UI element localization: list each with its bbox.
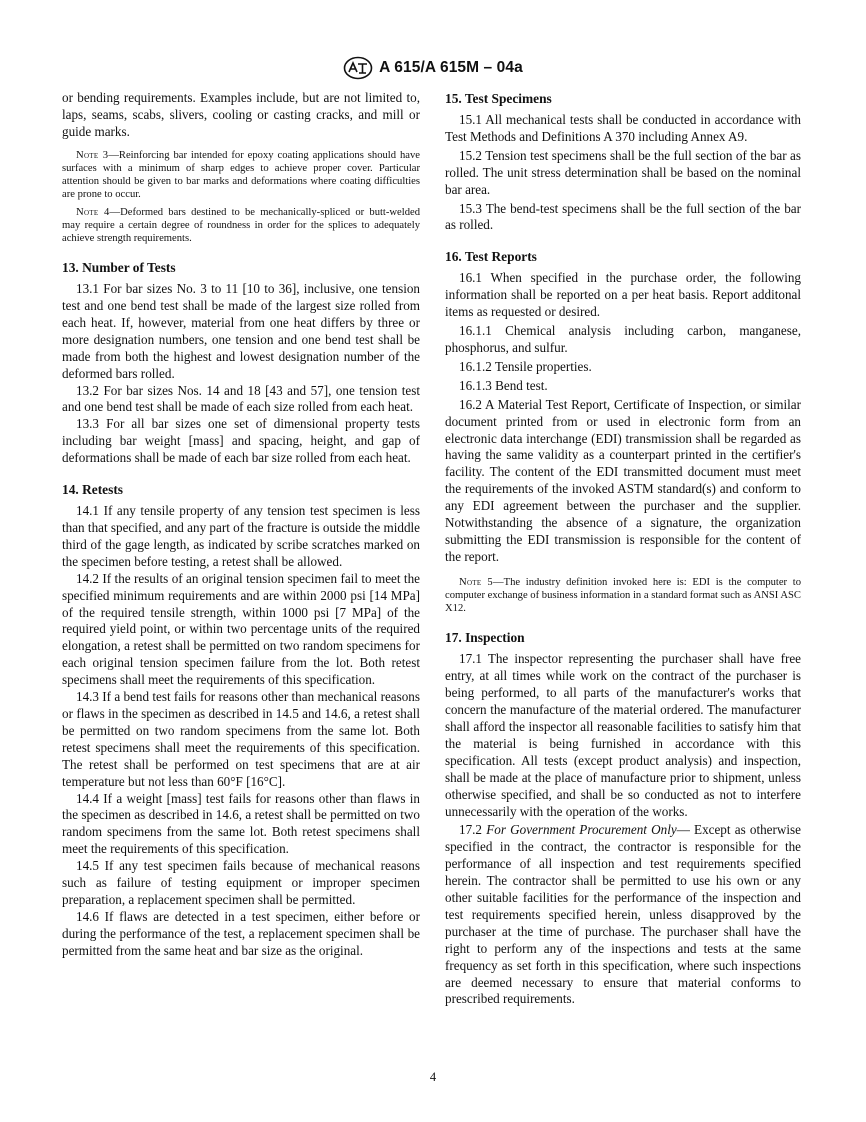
paragraph-16-1-1: 16.1.1 Chemical analysis including carbon, manganese, phosphorus, and sulfur. xyxy=(445,323,801,355)
paragraph-17-2-number: 17.2 xyxy=(459,822,482,838)
paragraph-17-2-italic-heading: For Government Procurement Only xyxy=(486,822,677,838)
paragraph-13-3: 13.3 For all bar sizes one set of dimensional property tests including bar weight [mass] and spacing, height, and gap of deformations shall be made of each bar size rolled from each heat. xyxy=(62,416,420,466)
continued-paragraph: or bending requirements. Examples include, but are not limited to, laps, seams, scabs, slivers, cooling or casting cracks, and mill or guide marks. xyxy=(62,90,420,139)
right-column xyxy=(445,90,801,1008)
paragraph-17-1: 17.1 The inspector representing the purchaser shall have free entry, at all times while work on the contract of the purchaser is being performed, to all parts of the manufacturer's works that concern the manufacture of the material ordered. The manufacturer shall afford the inspector all reasonable facilities to satisfy him that the material is being furnished in accordance with this specification. All tests (except product analysis) and inspection, shall be made at the place of manufacture prior to shipment, unless otherwise specified, and shall be so conducted as not to interfere unnecessarily with the operation of the works. xyxy=(445,651,801,819)
section-17-heading: 17. Inspection xyxy=(445,630,525,646)
section-16-heading: 16. Test Reports xyxy=(445,249,537,265)
note-5 xyxy=(445,576,801,616)
note-3-label: Note 3 xyxy=(76,149,109,161)
paragraph-17-2-text: — Except as otherwise specified in the contract, the contractor is responsible for the performance of all inspection and test requirements specified herein. The contractor shall be permitted to use his own or any other suitable facilities for the performance of the inspection and test requirements specified herein, unless disapproved by the purchaser at the time of purchase. The purchaser shall have the right to perform any of the inspections and tests at the same frequency as set forth in this specification, where such inspections are deemed necessary to ensure that material conforms to prescribed requirements. xyxy=(445,822,801,1007)
paragraph-13-1: 13.1 For bar sizes No. 3 to 11 [10 to 36], inclusive, one tension test and one bend test shall be made of the largest size rolled from each heat. If, however, material from one heat differs by three or more designation numbers, one tension and one bend test shall be made from both the highest and lowest designation number of the deformed bars rolled. xyxy=(62,281,420,381)
paragraph-15-3: 15.3 The bend-test specimens shall be the full section of the bar as rolled. xyxy=(445,200,801,233)
paragraph-14-5: 14.5 If any test specimen fails because of mechanical reasons such as failure of testing equipment or improper specimen preparation, a replacement specimen shall be permitted. xyxy=(62,858,420,907)
note-5-label: Note 5 xyxy=(459,576,494,588)
paragraph-13-2: 13.2 For bar sizes Nos. 14 and 18 [43 and 57], one tension test and one bend test shall be made of each size rolled from each heat. xyxy=(62,382,420,415)
note-3 xyxy=(62,149,420,202)
note-5-text: —The industry definition invoked here is: EDI is the computer to computer exchange of business information in a standard format such as ANSI ASC X12. xyxy=(445,576,801,615)
note-3-text: —Reinforcing bar intended for epoxy coating applications should have surfaces with a minimum of sharp edges to achieve proper cover. Particular attention should be given to bar marks and deformations where coating difficulties are prone to occur. xyxy=(62,149,420,201)
page-number: 4 xyxy=(429,1070,437,1084)
paragraph-14-3: 14.3 If a bend test fails for reasons other than mechanical reasons or flaws in the specimen as described in 14.5 and 14.6, a retest shall be permitted on two random specimens from the same lot. Both retest specimens shall meet the requirements of this specification. The retest shall be performed on test specimens that are at air temperature but not less than 60°F [16°C]. xyxy=(62,689,420,789)
section-13-heading: 13. Number of Tests xyxy=(62,260,176,276)
paragraph-16-1: 16.1 When specified in the purchase order, the following information shall be reported on a per heat basis. Report additonal items as requested or desired. xyxy=(445,270,801,320)
section-14-heading: 14. Retests xyxy=(62,482,123,498)
note-4 xyxy=(62,206,420,246)
page-header xyxy=(0,56,866,80)
paragraph-15-2: 15.2 Tension test specimens shall be the full section of the bar as rolled. The unit stress determination shall be based on the nominal bar area. xyxy=(445,147,801,197)
paragraph-17-2 xyxy=(445,822,801,1008)
paragraph-14-2: 14.2 If the results of an original tension specimen fail to meet the specified minimum requirements and are within 2000 psi [14 MPa] of the required tensile strength, within 1000 psi [7 MPa] of the required yield point, or within two percentage units of the required elongation, a retest shall be permitted on two random specimens for each original tension specimen failure from the lot. Both retest specimens shall meet the requirements of this specification. xyxy=(62,570,420,688)
paragraph-14-1: 14.1 If any tensile property of any tension test specimen is less than that specified, and any part of the fracture is outside the middle third of the gage length, as indicated by scribe scratches marked on the specimen before testing, a retest shall be allowed. xyxy=(62,503,420,569)
paragraph-15-1: 15.1 All mechanical tests shall be conducted in accordance with Test Methods and Definitions A 370 including Annex A9. xyxy=(445,112,801,144)
astm-logo-icon xyxy=(343,56,373,80)
paragraph-14-4: 14.4 If a weight [mass] test fails for reasons other than flaws in the specimen as described in 14.6, a retest shall be permitted on two random specimens from the same lot. Both retest specimens shall meet the requirements of this specification. xyxy=(62,790,420,857)
note-4-label: Note 4 xyxy=(76,206,110,218)
paragraph-14-6: 14.6 If flaws are detected in a test specimen, either before or during the performance of the test, a replacement specimen shall be permitted from the same heat and bar size as the original. xyxy=(62,908,420,958)
section-15-heading: 15. Test Specimens xyxy=(445,91,552,106)
paragraph-16-1-2: 16.1.2 Tensile properties. xyxy=(459,358,592,374)
note-4-text: —Deformed bars destined to be mechanically-spliced or butt-welded may require a certain degree of roundness in order for the splices to adequately achieve strength requirements. xyxy=(62,206,420,244)
left-column xyxy=(62,90,420,960)
paragraph-16-2: 16.2 A Material Test Report, Certificate of Inspection, or similar document printed from or used in electronic form from an electronic data interchange (EDI) transmission shall be regarded as having the same validity as a counterpart printed in the certifier's facility. The content of the EDI transmitted document must meet the requirements of the invoked ASTM standard(s) and conform to any EDI agreement between the purchaser and the supplier. Notwithstanding the absence of a signature, the organization submitting the EDI transmission is responsible for the content of the report. xyxy=(445,396,801,564)
paragraph-16-1-3: 16.1.3 Bend test. xyxy=(459,377,548,393)
document-designation: A 615/A 615M – 04a xyxy=(379,59,523,76)
